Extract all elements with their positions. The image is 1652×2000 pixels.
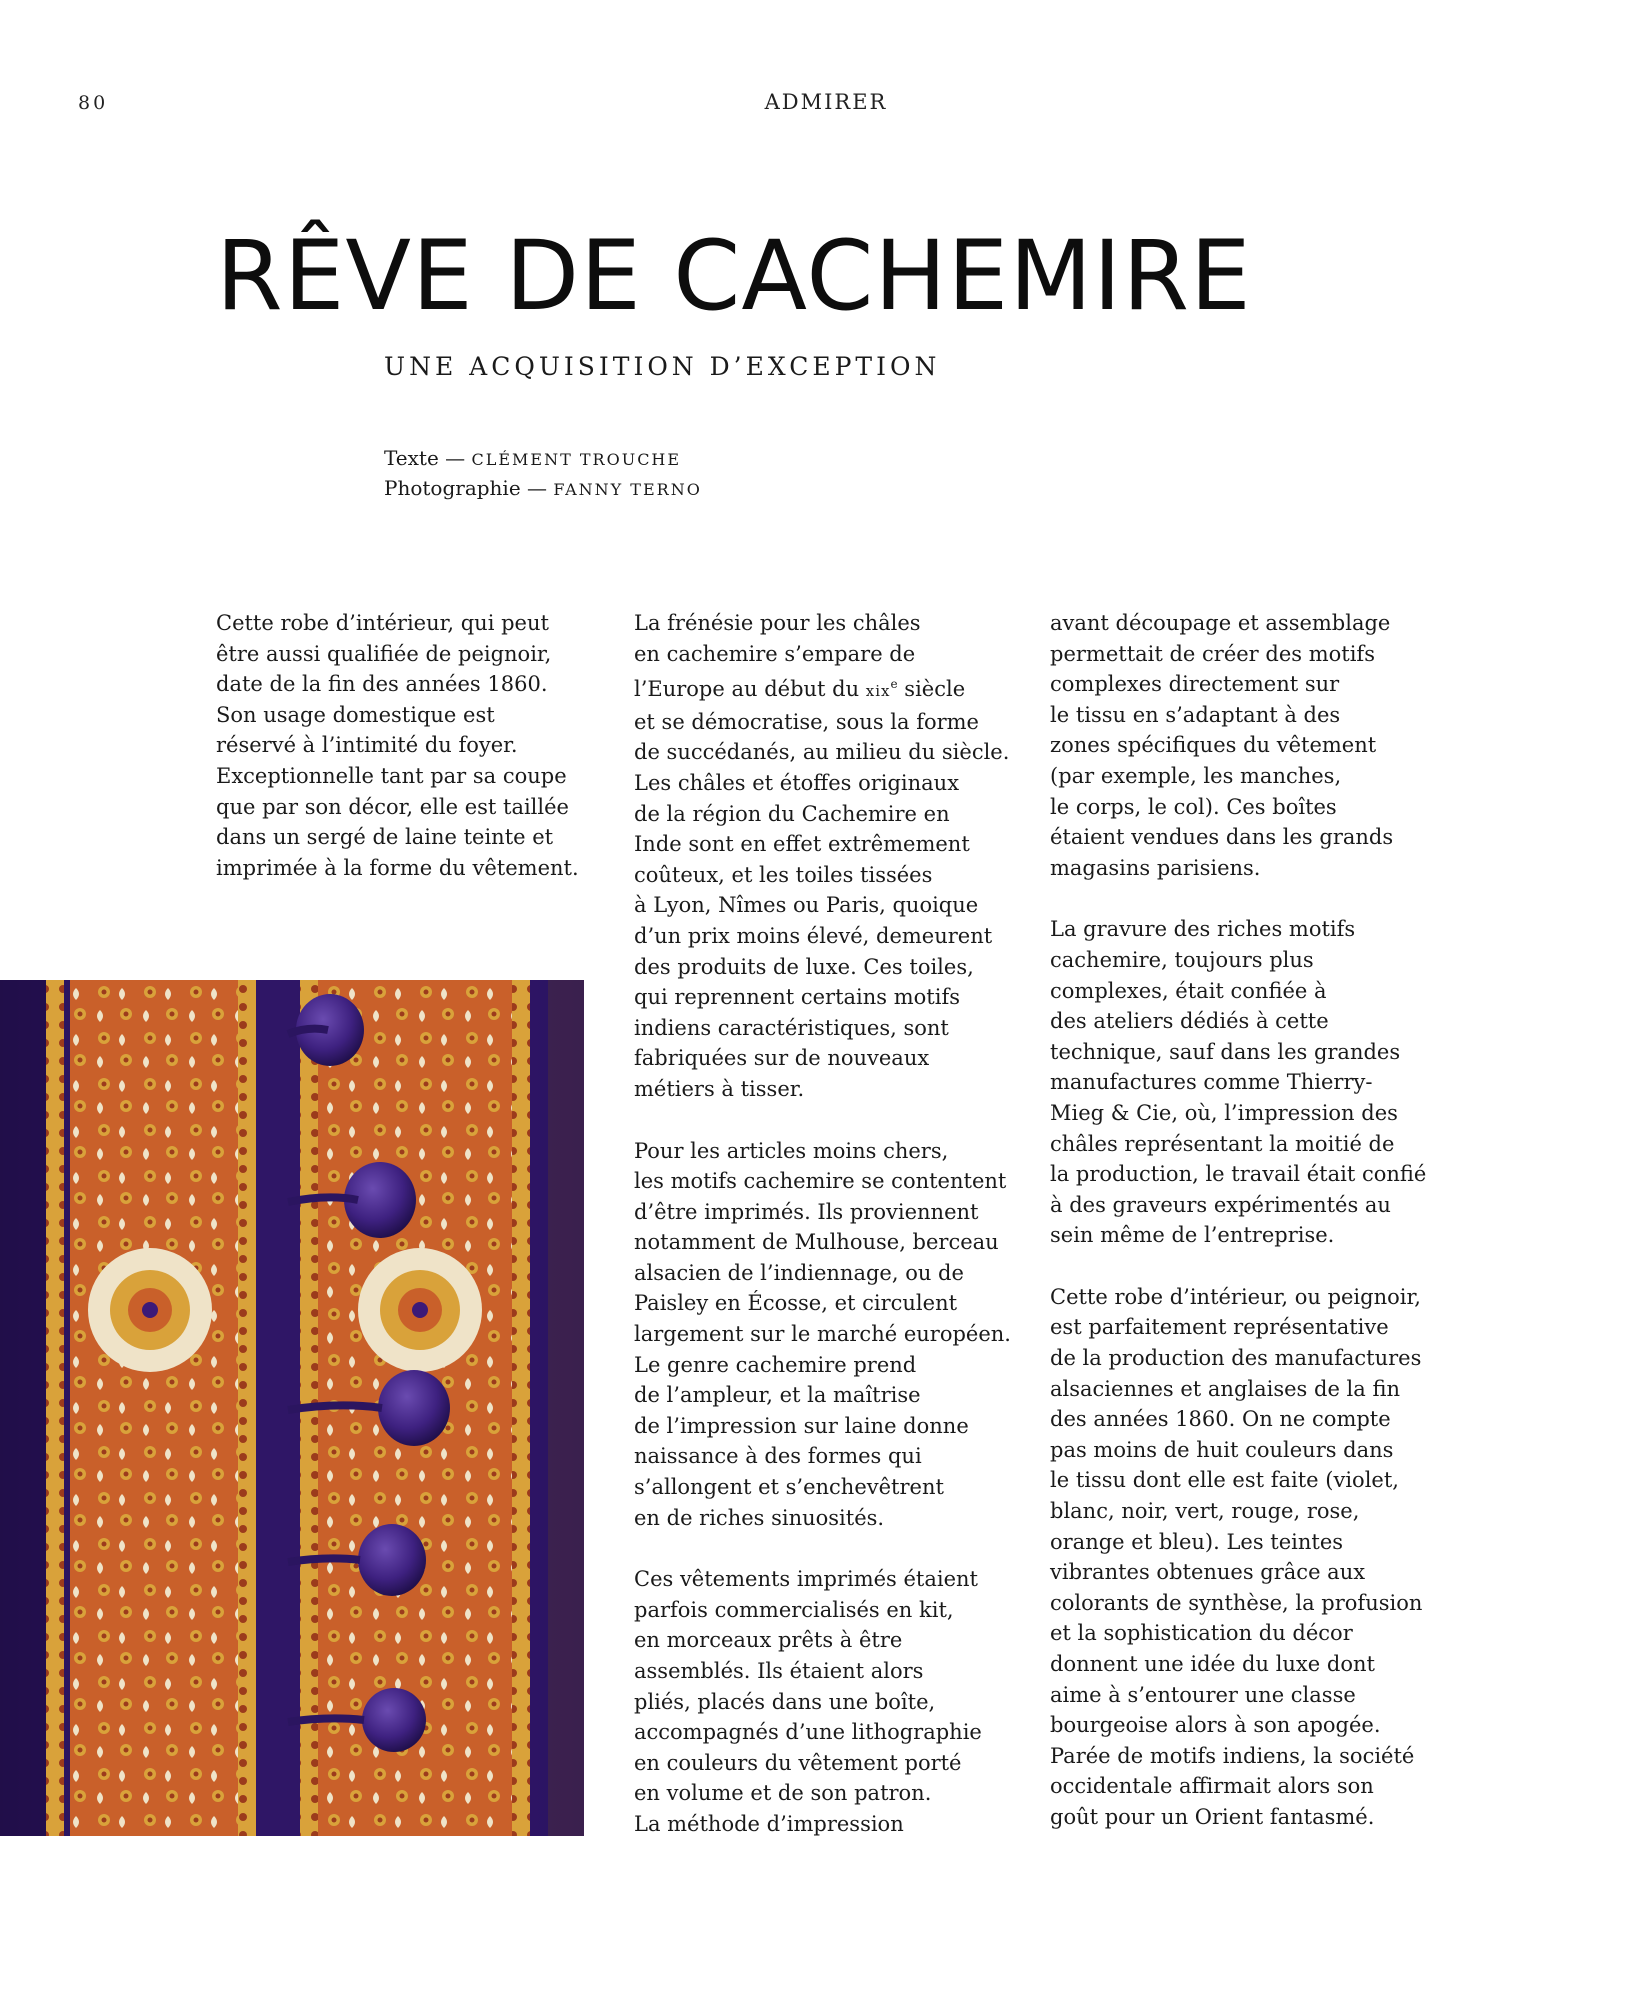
- credit-text-label: Texte —: [384, 446, 472, 470]
- text-column-2: [634, 608, 1034, 1871]
- paragraph: Cette robe d’intérieur, ou peignoir, est parfaitement représentative de la production des manufactures alsaciennes et anglaises de la fin des années 1860. On ne compte pas moins de huit couleurs dans le tissu dont elle est faite (violet, blanc, noir, vert, rouge, rose, orange et bleu). Les teintes vibrantes obtenues grâce aux colorants de synthèse, la profusion et la sophistication du décor donnent une idée du luxe dont aime à s’entourer une classe bourgeoise alors à son apogée. Parée de motifs indiens, la société occidentale affirmait alors son goût pour un Orient fantasmé.: [1050, 1284, 1423, 1829]
- paragraph: Cette robe d’intérieur, qui peut être aussi qualifiée de peignoir, date de la fin des années 1860. Son usage domestique est réservé à l’intimité du foyer. Exceptionnelle tant par sa coupe que par son décor, elle est taillée dans un sergé de laine teinte et imprimée à la forme du vêtement.: [216, 611, 579, 880]
- section-name: ADMIRER: [764, 90, 888, 114]
- credit-text: [384, 444, 702, 474]
- credit-photo-label: Photographie —: [384, 476, 554, 500]
- medallion-right: [358, 1248, 482, 1372]
- robe-illustration: [0, 980, 584, 1836]
- century-superscript: e: [890, 677, 898, 692]
- credit-photo: [384, 474, 702, 504]
- text-column-1: [216, 608, 616, 914]
- credit-text-author: CLÉMENT TROUCHE: [471, 450, 682, 469]
- paragraph-part: siècle et se démocratise, sous la forme de succédanés, au milieu du siècle. Les châles et étoffes originaux de la région du Cachemire en Inde sont en effet extrêmement coûteux, et les toiles tissées à Lyon, Nîmes ou Paris, quoique d’un prix moins élevé, demeurent des produits de luxe. Ces toiles, qui reprennent certains motifs indiens caractéristiques, sont fabriquées sur de nouveaux métiers à tisser.: [634, 677, 1010, 1101]
- paragraph: La gravure des riches motifs cachemire, toujours plus complexes, était confiée à des ateliers dédiés à cette technique, sauf dans les grandes manufactures comme Thierry- Mieg & Cie, où, l’impression des châles représentant la moitié de la production, le travail était confié à des graveurs expérimentés au sein même de l’entreprise.: [1050, 917, 1427, 1248]
- credit-photo-author: FANNY TERNO: [553, 480, 702, 499]
- paragraph: [634, 608, 1034, 1105]
- robe-photo: [0, 980, 584, 1836]
- paisley-panel-left: [46, 980, 256, 1836]
- credits: [384, 444, 702, 504]
- page-number: 80: [78, 92, 109, 114]
- paragraph: Ces vêtements imprimés étaient parfois commercialisés en kit, en morceaux prêts à être assemblés. Ils étaient alors pliés, placés dans une boîte, accompagnés d’une lithographie en couleurs du vêtement porté en volume et de son patron. La méthode d’impression: [634, 1567, 982, 1836]
- article-title: RÊVE DE CACHEMIRE: [216, 220, 1252, 332]
- button-icon: [378, 1370, 450, 1446]
- button-icon: [358, 1524, 426, 1596]
- paragraph-part: La frénésie pour les châles en cachemire s’empare de l’Europe au début du: [634, 611, 921, 702]
- century-numeral: xix: [865, 682, 891, 701]
- paragraph: Pour les articles moins chers, les motifs cachemire se contentent d’être imprimés. Ils proviennent notamment de Mulhouse, berceau alsacien de l’indiennage, ou de Paisley en Écosse, et circulent largement sur le marché européen. Le genre cachemire prend de l’ampleur, et la maîtrise de l’impression sur laine donne naissance à des formes qui s’allongent et s’enchevêtrent en de riches sinuosités.: [634, 1138, 1011, 1530]
- medallion-left: [88, 1248, 212, 1372]
- text-column-3: [1050, 608, 1450, 1864]
- button-icon: [362, 1688, 426, 1752]
- article-subtitle: UNE ACQUISITION D’EXCEPTION: [384, 352, 941, 381]
- paragraph: avant découpage et assemblage permettait de créer des motifs complexes directement sur le tissu en s’adaptant à des zones spécifiques du vêtement (par exemple, les manches, le corps, le col). Ces boîtes étaient vendues dans les grands magasins parisiens.: [1050, 611, 1394, 880]
